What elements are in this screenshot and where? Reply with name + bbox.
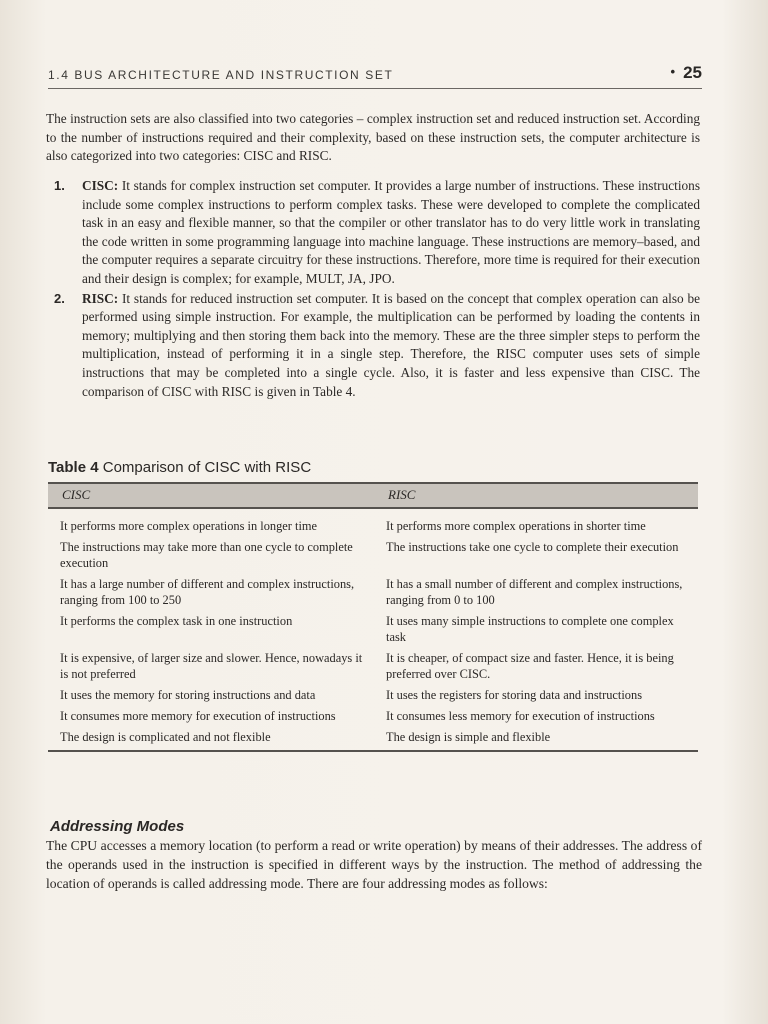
list-item-risc: [46, 290, 700, 402]
table-cell: It is cheaper, of compact size and faster. Hence, it is being preferred over CISC.: [386, 651, 674, 681]
table-row: [48, 648, 698, 685]
list-term: RISC:: [82, 290, 119, 306]
list-number: 1.: [54, 178, 65, 193]
intro-paragraph: The instruction sets are also classified into two categories – complex instruction set and reduced instruction set. According to the number of instructions required and their complexity, based on these instruction sets, the computer architecture is also categorized into two categories: CISC and RISC.: [46, 111, 700, 164]
page-number: 25: [683, 63, 702, 82]
table-caption: [48, 459, 311, 476]
table-header-row: [48, 483, 698, 508]
table-label: Table 4: [48, 459, 99, 476]
architecture-list: [46, 177, 700, 402]
comparison-table: [48, 482, 698, 752]
table-cell: It has a large number of different and complex instructions, ranging from 100 to 250: [60, 577, 355, 607]
running-head: 1.4 BUS ARCHITECTURE AND INSTRUCTION SET: [48, 68, 394, 82]
list-text: It stands for reduced instruction set computer. It is based on the concept that complex operation can also be performed using simple instruction. For example, the multiplication can be performed by loading the contents in memory; multiplying and then storing them back into the memory. These are the three simpler steps to perform the multiplication, instead of performing it in a single step. Therefore, the RISC computer uses sets of simple instructions that may be completed into a single cycle. Also, it is faster and less expensive than CISC. The comparison of CISC with RISC is given in Table 4.: [82, 290, 700, 399]
table-cell: It uses many simple instructions to complete one complex task: [386, 614, 674, 644]
table-cell: It consumes more memory for execution of instructions: [60, 709, 336, 723]
table-row: [48, 537, 698, 574]
list-term: CISC:: [82, 178, 119, 193]
table-cell: It performs the complex task in one instruction: [60, 614, 293, 628]
table-cell: It has a small number of different and complex instructions, ranging from 0 to 100: [386, 577, 683, 607]
table-cell: It performs more complex operations in shorter time: [386, 519, 646, 533]
table-cell: The instructions take one cycle to complete their execution: [386, 540, 679, 554]
table-cell: The design is complicated and not flexible: [48, 727, 374, 751]
table-title: Comparison of CISC with RISC: [102, 459, 312, 476]
section-heading: Addressing Modes: [50, 818, 185, 835]
list-item-cisc: [46, 177, 700, 289]
table-cell: It performs more complex operations in longer time: [60, 519, 318, 533]
bullet-icon: •: [670, 64, 676, 79]
table-cell: It is expensive, of larger size and slower. Hence, nowadays it is not preferred: [60, 651, 363, 681]
page-number-block: [671, 63, 702, 83]
table-row: [48, 727, 698, 751]
table-cell: It uses the registers for storing data and instructions: [386, 688, 643, 702]
list-text: It stands for complex instruction set computer. It provides a large number of instructions. These instructions include some complex instructions to perform complex tasks. These were developed to complete the complicated task in an easy and flexible manner, so that the compiler or other translator has to do very little work in translating the code written in some programming language into machine language. These instructions are memory–based, and the computer requires a separate circuitry for these instructions. Therefore, more time is required for their execution and their design is complex; for example, MULT, JA, JPO.: [82, 178, 700, 286]
column-header-cisc: CISC: [48, 483, 374, 508]
table-row: [48, 611, 698, 648]
table-cell: It uses the memory for storing instructions and data: [60, 688, 316, 702]
table-cell: The design is simple and flexible: [374, 727, 698, 751]
column-header-risc: RISC: [374, 483, 698, 508]
table-row: [48, 685, 698, 706]
table-cell: It consumes less memory for execution of instructions: [386, 709, 655, 723]
table-row: [48, 508, 698, 537]
table-cell: The instructions may take more than one cycle to complete execution: [60, 540, 353, 570]
table-row: [48, 706, 698, 727]
list-number: 2.: [54, 290, 65, 306]
page-header: [48, 62, 702, 89]
table-row: [48, 574, 698, 611]
addressing-paragraph: The CPU accesses a memory location (to perform a read or write operation) by means of their addresses. The address of the operands used in the instruction is specified in different ways by the instruction. The method of addressing the location of operands is called addressing mode. There are four addressing modes as follows:: [46, 838, 702, 891]
